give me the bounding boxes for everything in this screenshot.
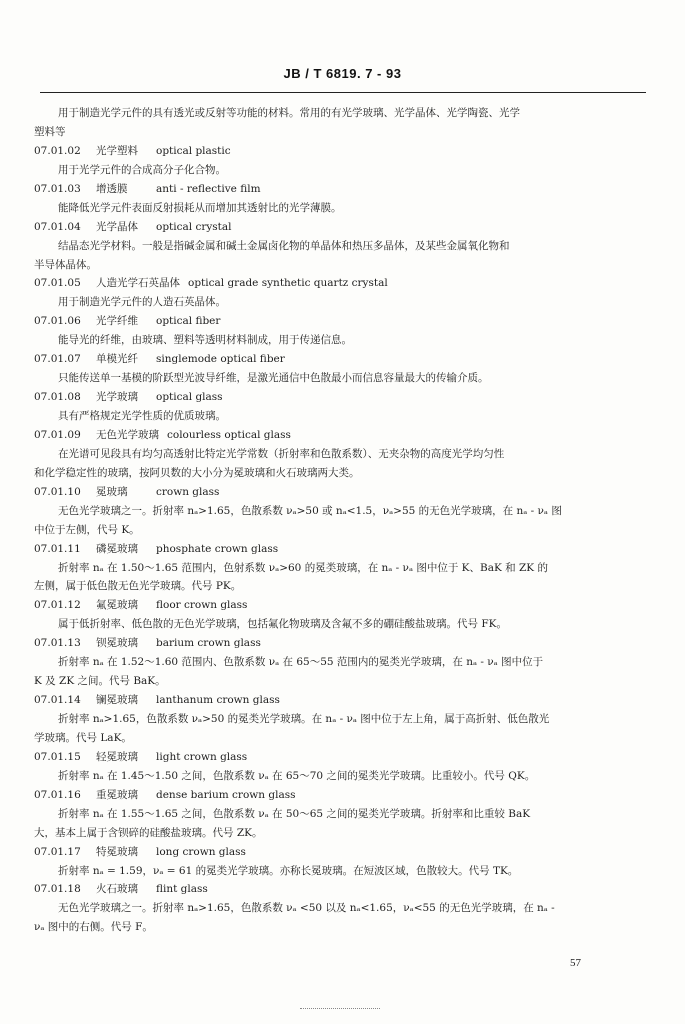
definition-continuation: 中位于左侧，代号 K。: [34, 523, 140, 536]
term-chinese: 重冕玻璃: [96, 788, 138, 801]
term-code: 07.01.13: [34, 637, 81, 650]
definition-text: 折射率 nₐ 在 1.45～1.50 之间，色散系数 νₐ 在 65～70 之间的冕类光学玻璃。比重较小。代号 QK。: [58, 769, 536, 782]
term-code: 07.01.08: [34, 391, 81, 404]
term-chinese: 无色光学玻璃: [96, 428, 159, 441]
term-chinese: 人造光学石英晶体: [96, 277, 180, 290]
definition-text: 具有严格规定光学性质的优质玻璃。: [58, 410, 226, 422]
term-chinese: 氟冕玻璃: [96, 599, 138, 612]
definition-text: 折射率 nₐ 在 1.50～1.65 范围内，色射系数 νₐ>60 的冕类玻璃，在 nₐ - νₐ 图中位于 K、BaK 和 ZK 的: [58, 561, 548, 574]
term-entry: [34, 350, 606, 369]
term-english: lanthanum crown glass: [156, 694, 280, 707]
term-chinese: 火石玻璃: [96, 883, 138, 896]
term-english: dense barium crown glass: [156, 788, 296, 801]
term-code: 07.01.05: [34, 277, 81, 290]
definition-text: 无色光学玻璃之一。折射率 nₐ>1.65，色散系数 νₐ>50 或 nₐ<1.5，νₐ>55 的无色光学玻璃，在 nₐ - νₐ 图: [58, 504, 562, 517]
term-code: 07.01.16: [34, 788, 81, 801]
definition-text: 折射率 nₐ = 1.59，νₐ = 61 的冕类光学玻璃。亦称长冕玻璃。在短波区域，色散较大。代号 TK。: [58, 864, 519, 877]
term-code: 07.01.14: [34, 694, 81, 707]
term-english: light crown glass: [156, 750, 248, 763]
term-chinese: 增透膜: [96, 182, 128, 195]
definition-continuation: 左侧，属于低色散无色光学玻璃。代号 PK。: [34, 580, 242, 593]
term-entry: [34, 786, 606, 805]
term-english: colourless optical glass: [167, 428, 291, 441]
definition-text: 折射率 nₐ 在 1.52～1.60 范围内、色散系数 νₐ 在 65～55 范围内的冕类光学玻璃，在 nₐ - νₐ 图中位于: [58, 656, 544, 669]
term-chinese: 光学塑料: [96, 144, 138, 157]
term-entry: [34, 880, 606, 899]
term-chinese: 轻冕玻璃: [96, 750, 138, 763]
term-english: optical fiber: [156, 315, 221, 328]
term-english: floor crown glass: [156, 599, 248, 612]
standard-number-header: JB / T 6819. 7 - 93: [283, 66, 402, 81]
term-english: flint glass: [156, 883, 208, 896]
definition-text: 在光谱可见段具有均匀高透射比特定光学常数（折射率和色散系数）、无夹杂物的高度光学均匀性: [58, 447, 505, 460]
term-entry: [34, 691, 606, 710]
term-code: 07.01.02: [34, 144, 81, 157]
term-entry: [34, 274, 606, 293]
term-entry: [34, 748, 606, 767]
definition-text: 能导光的纤维，由玻璃、塑料等透明材料制成，用于传递信息。: [58, 334, 352, 347]
term-code: 07.01.12: [34, 599, 81, 612]
term-code: 07.01.11: [34, 542, 81, 555]
definition-text: 折射率 nₐ 在 1.55～1.65 之间，色散系数 νₐ 在 50～65 之间的冕类光学玻璃。折射率和比重较 BaK: [58, 807, 531, 820]
term-english: optical glass: [156, 391, 223, 404]
term-entry: [34, 596, 606, 615]
term-chinese: 光学晶体: [96, 220, 138, 233]
term-code: 07.01.15: [34, 750, 81, 763]
definition-continuation: νₐ 图中的右侧。代号 F。: [34, 921, 153, 934]
definition-text: 能降低光学元件表面反射损耗从而增加其透射比的光学薄膜。: [58, 201, 342, 214]
term-english: optical grade synthetic quartz crystal: [188, 277, 388, 290]
definition-continuation: 塑料等: [34, 125, 66, 138]
bottom-scan-mark: [300, 1008, 380, 1013]
term-english: singlemode optical fiber: [156, 353, 285, 366]
term-code: 07.01.07: [34, 353, 81, 366]
term-entry: [34, 540, 606, 559]
definition-text: 属于低折射率、低色散的无色光学玻璃，包括氟化物玻璃及含氟不多的硼硅酸盐玻璃。代号 FK。: [58, 618, 507, 631]
term-chinese: 光学玻璃: [96, 391, 138, 404]
term-entry: [34, 426, 606, 445]
term-code: 07.01.06: [34, 315, 81, 328]
definition-continuation: 半导体晶体。: [34, 258, 97, 271]
definition-text: 用于制造光学元件的具有透光或反射等功能的材料。常用的有光学玻璃、光学晶体、光学陶瓷、光学: [58, 107, 520, 119]
term-chinese: 特冕玻璃: [96, 845, 138, 858]
term-entry: [34, 634, 606, 653]
term-chinese: 光学纤维: [96, 315, 138, 328]
definition-continuation: K 及 ZK 之间。代号 BaK。: [34, 675, 166, 688]
term-english: long crown glass: [156, 845, 246, 858]
definition-text: 无色光学玻璃之一。折射率 nₐ>1.65，色散系数 νₐ <50 以及 nₐ<1.65，νₐ<55 的无色光学玻璃，在 nₐ -: [58, 902, 555, 915]
term-english: phosphate crown glass: [156, 542, 279, 555]
term-entry: [34, 218, 606, 237]
definition-text: 只能传送单一基模的阶跃型光波导纤维，是激光通信中色散最小而信息容量最大的传输介质。: [58, 372, 489, 385]
term-entry: [34, 312, 606, 331]
term-chinese: 镧冕玻璃: [96, 694, 138, 707]
term-code: 07.01.18: [34, 883, 81, 896]
definition-text: 用于制造光学元件的人造石英晶体。: [58, 296, 226, 309]
term-english: barium crown glass: [156, 637, 261, 650]
document-body: [34, 104, 606, 937]
term-english: optical crystal: [156, 220, 232, 233]
term-entry: [34, 180, 606, 199]
term-chinese: 冕玻璃: [96, 485, 128, 498]
term-code: 07.01.03: [34, 182, 81, 195]
term-english: optical plastic: [156, 144, 231, 157]
definition-text: 折射率 nₐ>1.65，色散系数 νₐ>50 的冕类光学玻璃。在 nₐ - νₐ 图中位于左上角，属于高折射、低色散光: [58, 713, 550, 725]
term-english: anti - reflective film: [156, 182, 261, 195]
term-entry: [34, 843, 606, 862]
definition-continuation: 学玻璃。代号 LaK。: [34, 731, 132, 744]
page-number: 57: [570, 957, 581, 969]
definition-continuation: 大，基本上属于含钡碎的硅酸盐玻璃。代号 ZK。: [34, 826, 263, 839]
header-rule: [40, 92, 646, 93]
term-chinese: 单模光纤: [96, 353, 138, 366]
definition-continuation: 和化学稳定性的玻璃，按阿贝数的大小分为冕玻璃和火石玻璃两大类。: [34, 466, 360, 479]
term-code: 07.01.04: [34, 220, 81, 233]
term-entry: [34, 483, 606, 502]
term-chinese: 磷冕玻璃: [96, 542, 138, 555]
term-entry: [34, 142, 606, 161]
term-chinese: 钡冕玻璃: [96, 637, 138, 650]
definition-text: 用于光学元件的合成高分子化合物。: [58, 163, 226, 176]
definition-text: 结晶态光学材料。一般是指碱金属和碱土金属卤化物的单晶体和热压多晶体，及某些金属氧化物和: [58, 239, 510, 252]
term-entry: [34, 388, 606, 407]
term-code: 07.01.17: [34, 845, 81, 858]
term-code: 07.01.09: [34, 428, 81, 441]
term-english: crown glass: [156, 485, 220, 498]
term-code: 07.01.10: [34, 485, 81, 498]
